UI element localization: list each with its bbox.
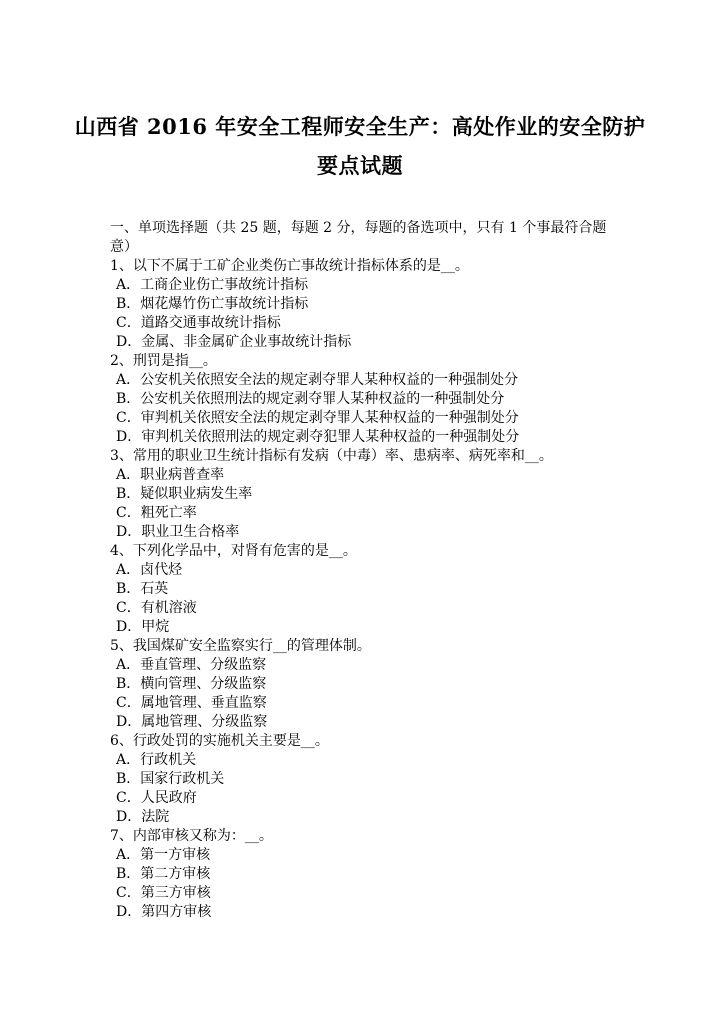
question-stem: 7、内部审核又称为：__。	[110, 828, 273, 844]
option-a: A．职业病普查率	[116, 467, 225, 483]
question-2	[110, 352, 615, 447]
option-d: D．金属、非金属矿企业事故统计指标	[116, 334, 352, 350]
option-b: B．石英	[116, 581, 169, 597]
question-stem: 1、以下不属于工矿企业类伤亡事故统计指标体系的是__。	[110, 258, 469, 274]
option-c: C．审判机关依照安全法的规定剥夺罪人某种权益的一种强制处分	[116, 410, 519, 426]
section-header: 一、单项选择题（共 25 题，每题 2 分，每题的备选项中，只有 1 个事最符合题意）	[110, 220, 607, 255]
option-b: B．第二方审核	[116, 866, 211, 882]
option-b: B．公安机关依照刑法的规定剥夺罪人某种权益的一种强制处分	[116, 391, 505, 407]
document-title-line1: 山西省 2016 年安全工程师安全生产：高处作业的安全防护	[74, 114, 646, 139]
option-b: B．疑似职业病发生率	[116, 486, 253, 502]
question-stem: 6、行政处罚的实施机关主要是__。	[110, 733, 329, 749]
question-stem: 4、下列化学品中，对肾有危害的是__。	[110, 543, 357, 559]
question-stem: 3、常用的职业卫生统计指标有发病（中毒）率、患病率、病死率和__。	[110, 448, 553, 464]
question-4	[110, 542, 615, 637]
option-a: A．公安机关依照安全法的规定剥夺罪人某种权益的一种强制处分	[116, 372, 519, 388]
option-a: A．行政机关	[116, 752, 197, 768]
option-a: A．工商企业伤亡事故统计指标	[116, 277, 309, 293]
option-c: C．粗死亡率	[116, 505, 197, 521]
option-d: D．法院	[116, 809, 170, 825]
question-6	[110, 732, 615, 827]
question-stem: 2、刑罚是指__。	[110, 353, 217, 369]
option-c: C．道路交通事故统计指标	[116, 315, 281, 331]
document-body	[110, 219, 615, 922]
option-b: B．国家行政机关	[116, 771, 225, 787]
option-b: B．烟花爆竹伤亡事故统计指标	[116, 296, 309, 312]
option-a: A．卤代烃	[116, 562, 183, 578]
option-c: C．第三方审核	[116, 885, 211, 901]
question-1	[110, 257, 615, 352]
option-d: D．甲烷	[116, 619, 170, 635]
question-stem: 5、我国煤矿安全监察实行__的管理体制。	[110, 638, 371, 654]
question-5	[110, 637, 615, 732]
option-d: D．属地管理、分级监察	[116, 714, 268, 730]
question-7	[110, 827, 615, 922]
option-c: C．属地管理、垂直监察	[116, 695, 267, 711]
option-a: A．第一方审核	[116, 847, 211, 863]
option-a: A．垂直管理、分级监察	[116, 657, 267, 673]
option-d: D．审判机关依照刑法的规定剥夺犯罪人某种权益的一种强制处分	[116, 429, 520, 445]
question-3	[110, 447, 615, 542]
option-c: C．人民政府	[116, 790, 197, 806]
option-d: D．第四方审核	[116, 904, 212, 920]
option-b: B．横向管理、分级监察	[116, 676, 267, 692]
option-c: C．有机溶液	[116, 600, 197, 616]
document-title-line2: 要点试题	[317, 153, 403, 178]
option-d: D．职业卫生合格率	[116, 524, 240, 540]
